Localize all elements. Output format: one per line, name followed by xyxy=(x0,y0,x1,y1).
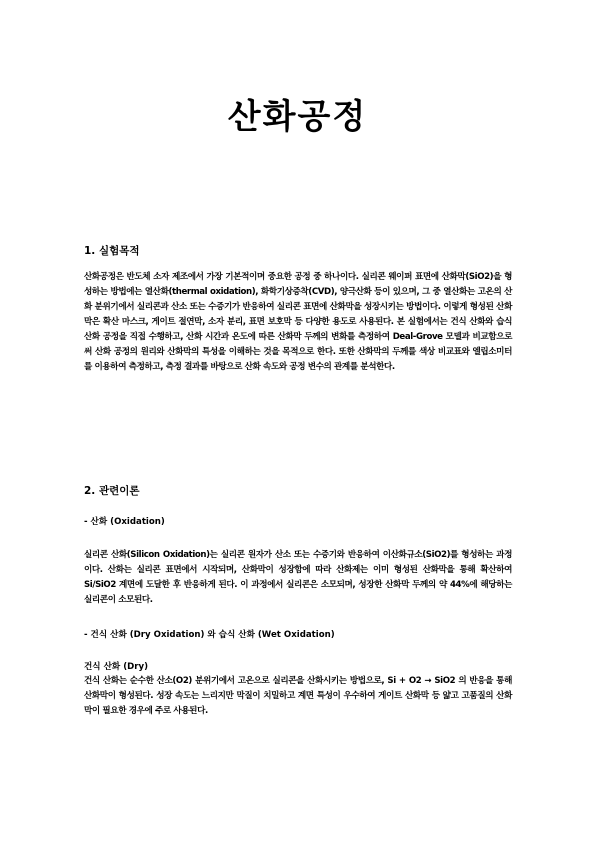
section-heading-theory: 2. 관련이론 xyxy=(84,485,140,497)
section-heading-purpose: 1. 실험목적 xyxy=(84,245,140,257)
document-title: 산화공정 xyxy=(227,97,368,137)
subsection-label-dry-wet: - 건식 산화 (Dry Oxidation) 와 습식 산화 (Wet Oxidation) xyxy=(84,630,335,640)
section-paragraph-purpose: 산화공정은 반도체 소자 제조에서 가장 기본적이며 중요한 공정 중 하나이다. 실리콘 웨이퍼 표면에 산화막(SiO2)을 형성하는 방법에는 열산화(thermal oxidation), 화학기상증착(CVD), 양극산화 등이 있으며, 그 중 열산화는 고온의 산화 분위기에서 실리콘과 산소 또는 수증기가 반응하여 실리콘 표면에 산화막을 성장시키는 방법이다. 이렇게 형성된 산화막은 확산 마스크, 게이트 절연막, 소자 분리, 표면 보호막 등 다양한 용도로 사용된다. 본 실험에서는 건식 산화와 습식 산화 공정을 직접 수행하고, 산화 시간과 온도에 따른 산화막 두께의 변화를 측정하여 Deal-Grove 모델과 비교함으로써 산화 공정의 원리와 산화막의 특성을 이해하는 것을 목적으로 한다. 또한 산화막의 두께를 색상 비교표와 엘립소미터를 이용하여 측정하고, 측정 결과를 바탕으로 산화 속도와 공정 변수의 관계를 분석한다. xyxy=(84,272,512,372)
subsection-paragraph-oxidation: 실리콘 산화(Silicon Oxidation)는 실리콘 원자가 산소 또는 수증기와 반응하여 이산화규소(SiO2)를 형성하는 과정이다. 산화는 실리콘 표면에서 시작되며, 산화막이 성장함에 따라 산화제는 이미 형성된 산화막을 통해 확산하여 Si/SiO2 계면에 도달한 후 반응하게 된다. 이 과정에서 실리콘은 소모되며, 성장한 산화막 두께의 약 44%에 해당하는 실리콘이 소모된다. xyxy=(84,550,512,605)
subsection-subheading-dry: 건식 산화 (Dry) xyxy=(84,662,149,672)
subsection-label-oxidation: - 산화 (Oxidation) xyxy=(84,517,165,527)
subsection-paragraph-dry: 건식 산화는 순수한 산소(O2) 분위기에서 고온으로 실리콘을 산화시키는 방법으로, Si + O2 → SiO2 의 반응을 통해 산화막이 형성된다. 성장 속도는 느리지만 막질이 치밀하고 계면 특성이 우수하여 게이트 산화막 등 얇고 고품질의 산화막이 필요한 경우에 주로 사용된다. xyxy=(84,676,512,716)
